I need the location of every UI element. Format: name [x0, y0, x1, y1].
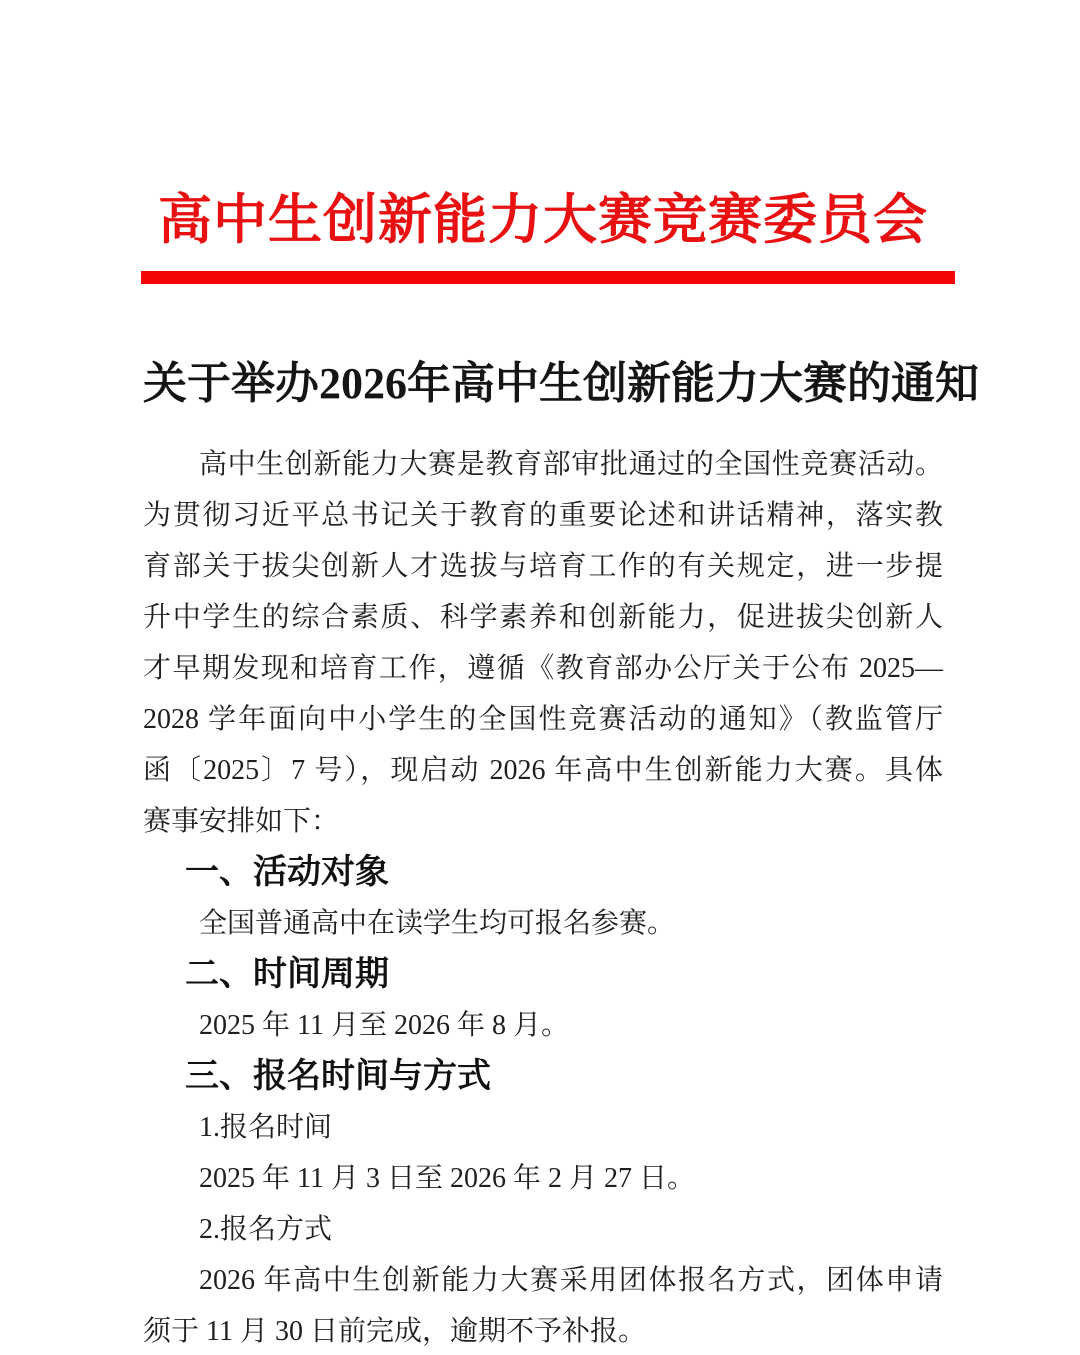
- section-heading-activity-target: 一、活动对象: [185, 853, 389, 891]
- section-heading-time-period: 二、时间周期: [185, 955, 389, 993]
- body-line: 为贯彻习近平总书记关于教育的重要论述和讲话精神，落实教: [143, 500, 943, 531]
- document-title: 关于举办2026年高中生创新能力大赛的通知: [143, 359, 979, 408]
- subsection-label-reg-method: 2.报名方式: [199, 1214, 333, 1245]
- body-line: 升中学生的综合素质、科学素养和创新能力，促进拔尖创新人: [143, 602, 943, 633]
- subsection-label-reg-time: 1.报名时间: [199, 1112, 333, 1143]
- body-line: 全国普通高中在读学生均可报名参赛。: [199, 908, 676, 939]
- red-divider-rule: [141, 271, 955, 284]
- body-line: 2028 学年面向中小学生的全国性竞赛活动的通知》（教监管厅: [143, 704, 943, 735]
- document-body: [143, 439, 943, 1355]
- body-line: 须于 11 月 30 日前完成，逾期不予补报。: [143, 1316, 646, 1347]
- body-line: 2025 年 11 月 3 日至 2026 年 2 月 27 日。: [199, 1163, 695, 1194]
- organization-title: 高中生创新能力大赛竞赛委员会: [158, 190, 928, 250]
- body-line: 高中生创新能力大赛是教育部审批通过的全国性竞赛活动。: [199, 449, 943, 480]
- body-line: 函〔2025〕7 号），现启动 2026 年高中生创新能力大赛。具体: [143, 755, 943, 786]
- document-content: [143, 0, 979, 1355]
- body-line: 赛事安排如下：: [143, 806, 340, 837]
- body-line: 育部关于拔尖创新人才选拔与培育工作的有关规定，进一步提: [143, 551, 943, 582]
- section-heading-registration: 三、报名时间与方式: [185, 1057, 491, 1095]
- body-line: 才早期发现和培育工作，遵循《教育部办公厅关于公布 2025—: [143, 653, 943, 684]
- body-line: 2025 年 11 月至 2026 年 8 月。: [199, 1010, 569, 1041]
- body-line: 2026 年高中生创新能力大赛采用团体报名方式，团体申请: [199, 1265, 943, 1296]
